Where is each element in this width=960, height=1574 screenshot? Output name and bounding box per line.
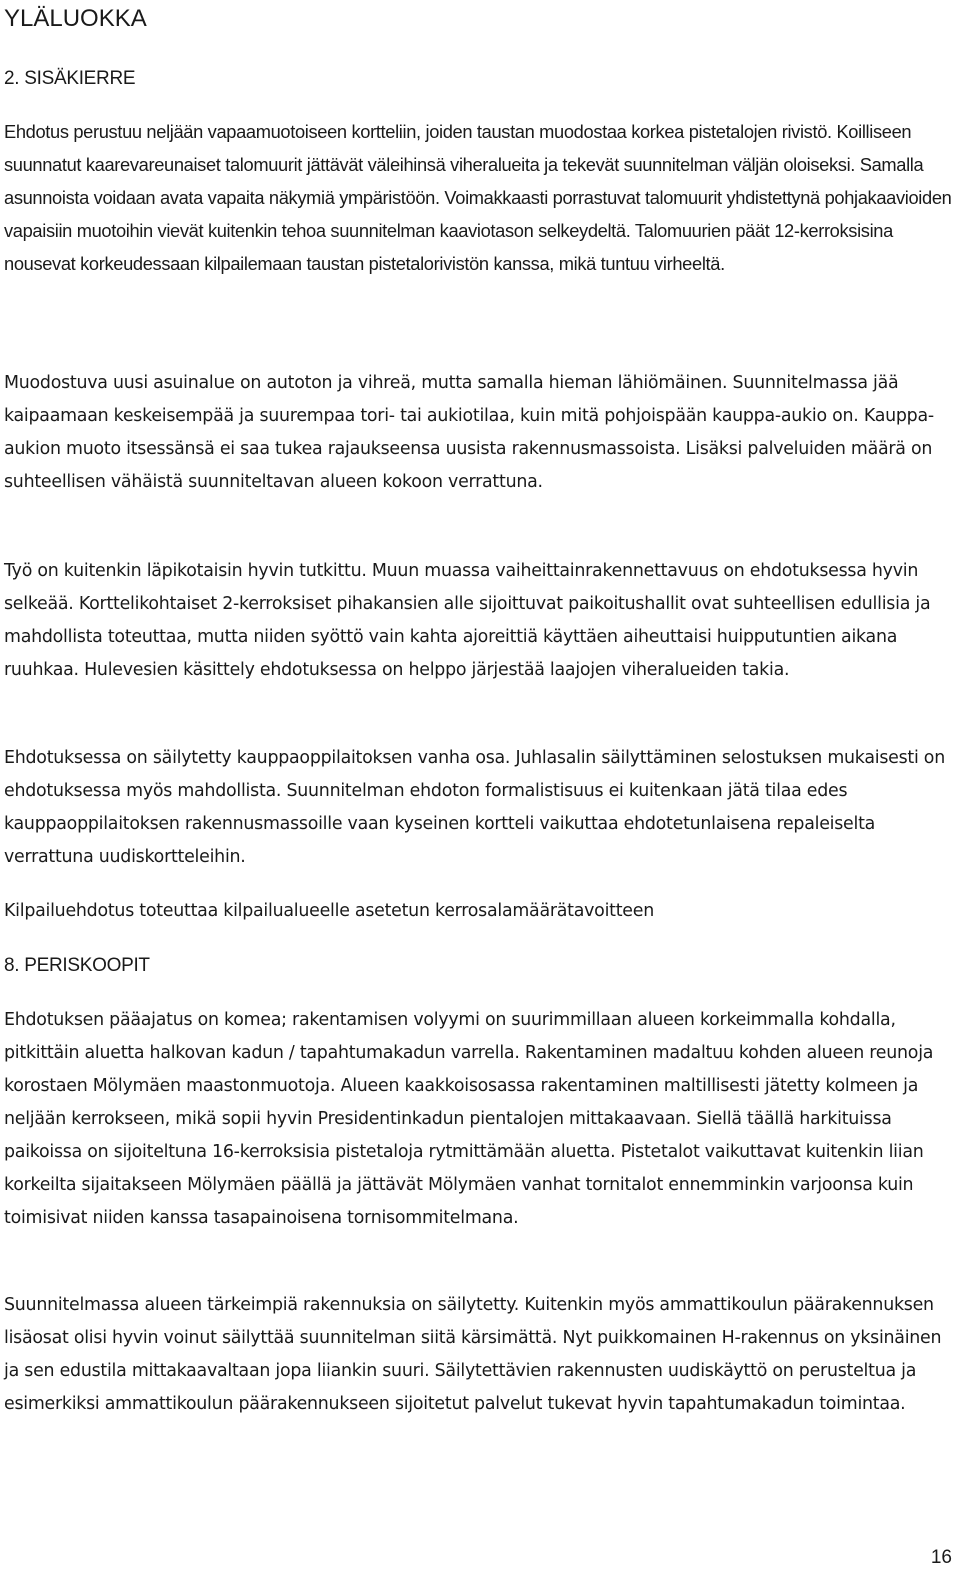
page-number: 16 — [930, 1547, 952, 1568]
paragraph: Työ on kuitenkin läpikotaisin hyvin tutkittu. Muun muassa vaiheittainrakennettavuus on ehdotuksessa hyvin selkeää. Korttelikohtaiset 2-kerroksiset pihakansien alle sijoittuvat paikoitushallit ovat suhteellisen edullisia ja mahdollista toteuttaa, mutta niiden syöttö vain kahta ajoreittiä käyttäen aiheuttaisi huipputuntien aikana ruuhkaa. Hulevesien käsittely ehdotuksessa on helppo järjestää laajojen viheralueiden takia. — [4, 561, 931, 680]
paragraph: Ehdotuksessa on säilytetty kauppaoppilaitoksen vanha osa. Juhlasalin säilyttäminen selostuksen mukaisesti on ehdotuksessa myös mahdollista. Suunnitelman ehdoton formalistisuus ei kuitenkaan jätä tilaa edes kauppaoppilaitoksen rakennusmassoille vaan kyseinen kortteli vaikuttaa ehdotetunlaisena repaleiselta verrattuna uudiskortteleihin. — [4, 748, 945, 867]
section-heading-sisakierre: 2. SISÄKIERRE — [4, 68, 136, 89]
section-heading-periskoopit: 8. PERISKOOPIT — [4, 955, 150, 976]
paragraph: Ehdotuksen pääajatus on komea; rakentamisen volyymi on suurimmillaan alueen korkeimmalla kohdalla, pitkittäin aluetta halkovan kadun / tapahtumakadun varrella. Rakentaminen madaltuu kohden alueen reunoja korostaen Mölymäen maastonmuotoja. Alueen kaakkoisosassa rakentaminen maltillisesti jätetty kolmeen ja neljään kerrokseen, mikä sopii hyvin Presidentinkadun pientalojen mittakaavaan. Siellä täällä harkituissa paikoissa on sijoiteltuna 16-kerroksisia pistetaloja rytmittämään aluetta. Pistetalot vaikuttavat kuitenkin liian korkeilta sijaitakseen Mölymäen päällä ja jättävät Mölymäen vanhat tornitalot ennemminkin varjoonsa kuin toimisivat niiden kanssa tasapainoisena tornisommitelmana. — [4, 1010, 934, 1228]
document-title: YLÄLUOKKA — [4, 5, 147, 32]
paragraph: Suunnitelmassa alueen tärkeimpiä rakennuksia on säilytetty. Kuitenkin myös ammattikoulun päärakennuksen lisäosat olisi hyvin voinut säilyttää suunnitelman siitä kärsimättä. Nyt puikkomainen H-rakennus on yksinäinen ja sen edustila mittakaavaltaan jopa liiankin suuri. Säilytettävien rakennusten uudiskäyttö on perusteltua ja esimerkiksi ammattikoulun päärakennukseen sijoitetut palvelut tukevat hyvin tapahtumakadun toimintaa. — [4, 1295, 942, 1414]
paragraph: Muodostuva uusi asuinalue on autoton ja vihreä, mutta samalla hieman lähiömäinen. Suunnitelmassa jää kaipaamaan keskeisempää ja suurempaa tori- tai aukiotilaa, kuin mitä pohjoispään kauppa-aukio on. Kauppa-aukion muoto itsessänsä ei saa tukea rajaukseensa uusista rakennusmassoista. Lisäksi palveluiden määrä on suhteellisen vähäistä suunniteltavan alueen kokoon verrattuna. — [4, 373, 934, 492]
paragraph: Kilpailuehdotus toteuttaa kilpailualueelle asetetun kerrosalamäärätavoitteen — [4, 901, 654, 921]
paragraph: Ehdotus perustuu neljään vapaamuotoiseen kortteliin, joiden taustan muodostaa korkea pistetalojen rivistö. Koilliseen suunnatut kaarevareunaiset talomuurit jättävät väleihinsä viheralueita ja tekevät suunnitelman väljän oloiseksi. Samalla asunnoista voidaan avata vapaita näkymiä ympäristöön. Voimakkaasti porrastuvat talomuurit yhdistettynä pohjakaavioiden vapaisiin muotoihin vievät kuitenkin tehoa suunnitelman kaaviotason selkeydeltä. Talomuurien päät 12-kerroksisina nousevat korkeudessaan kilpailemaan taustan pistetalorivistön kanssa, mikä tuntuu virheeltä. — [4, 121, 952, 274]
